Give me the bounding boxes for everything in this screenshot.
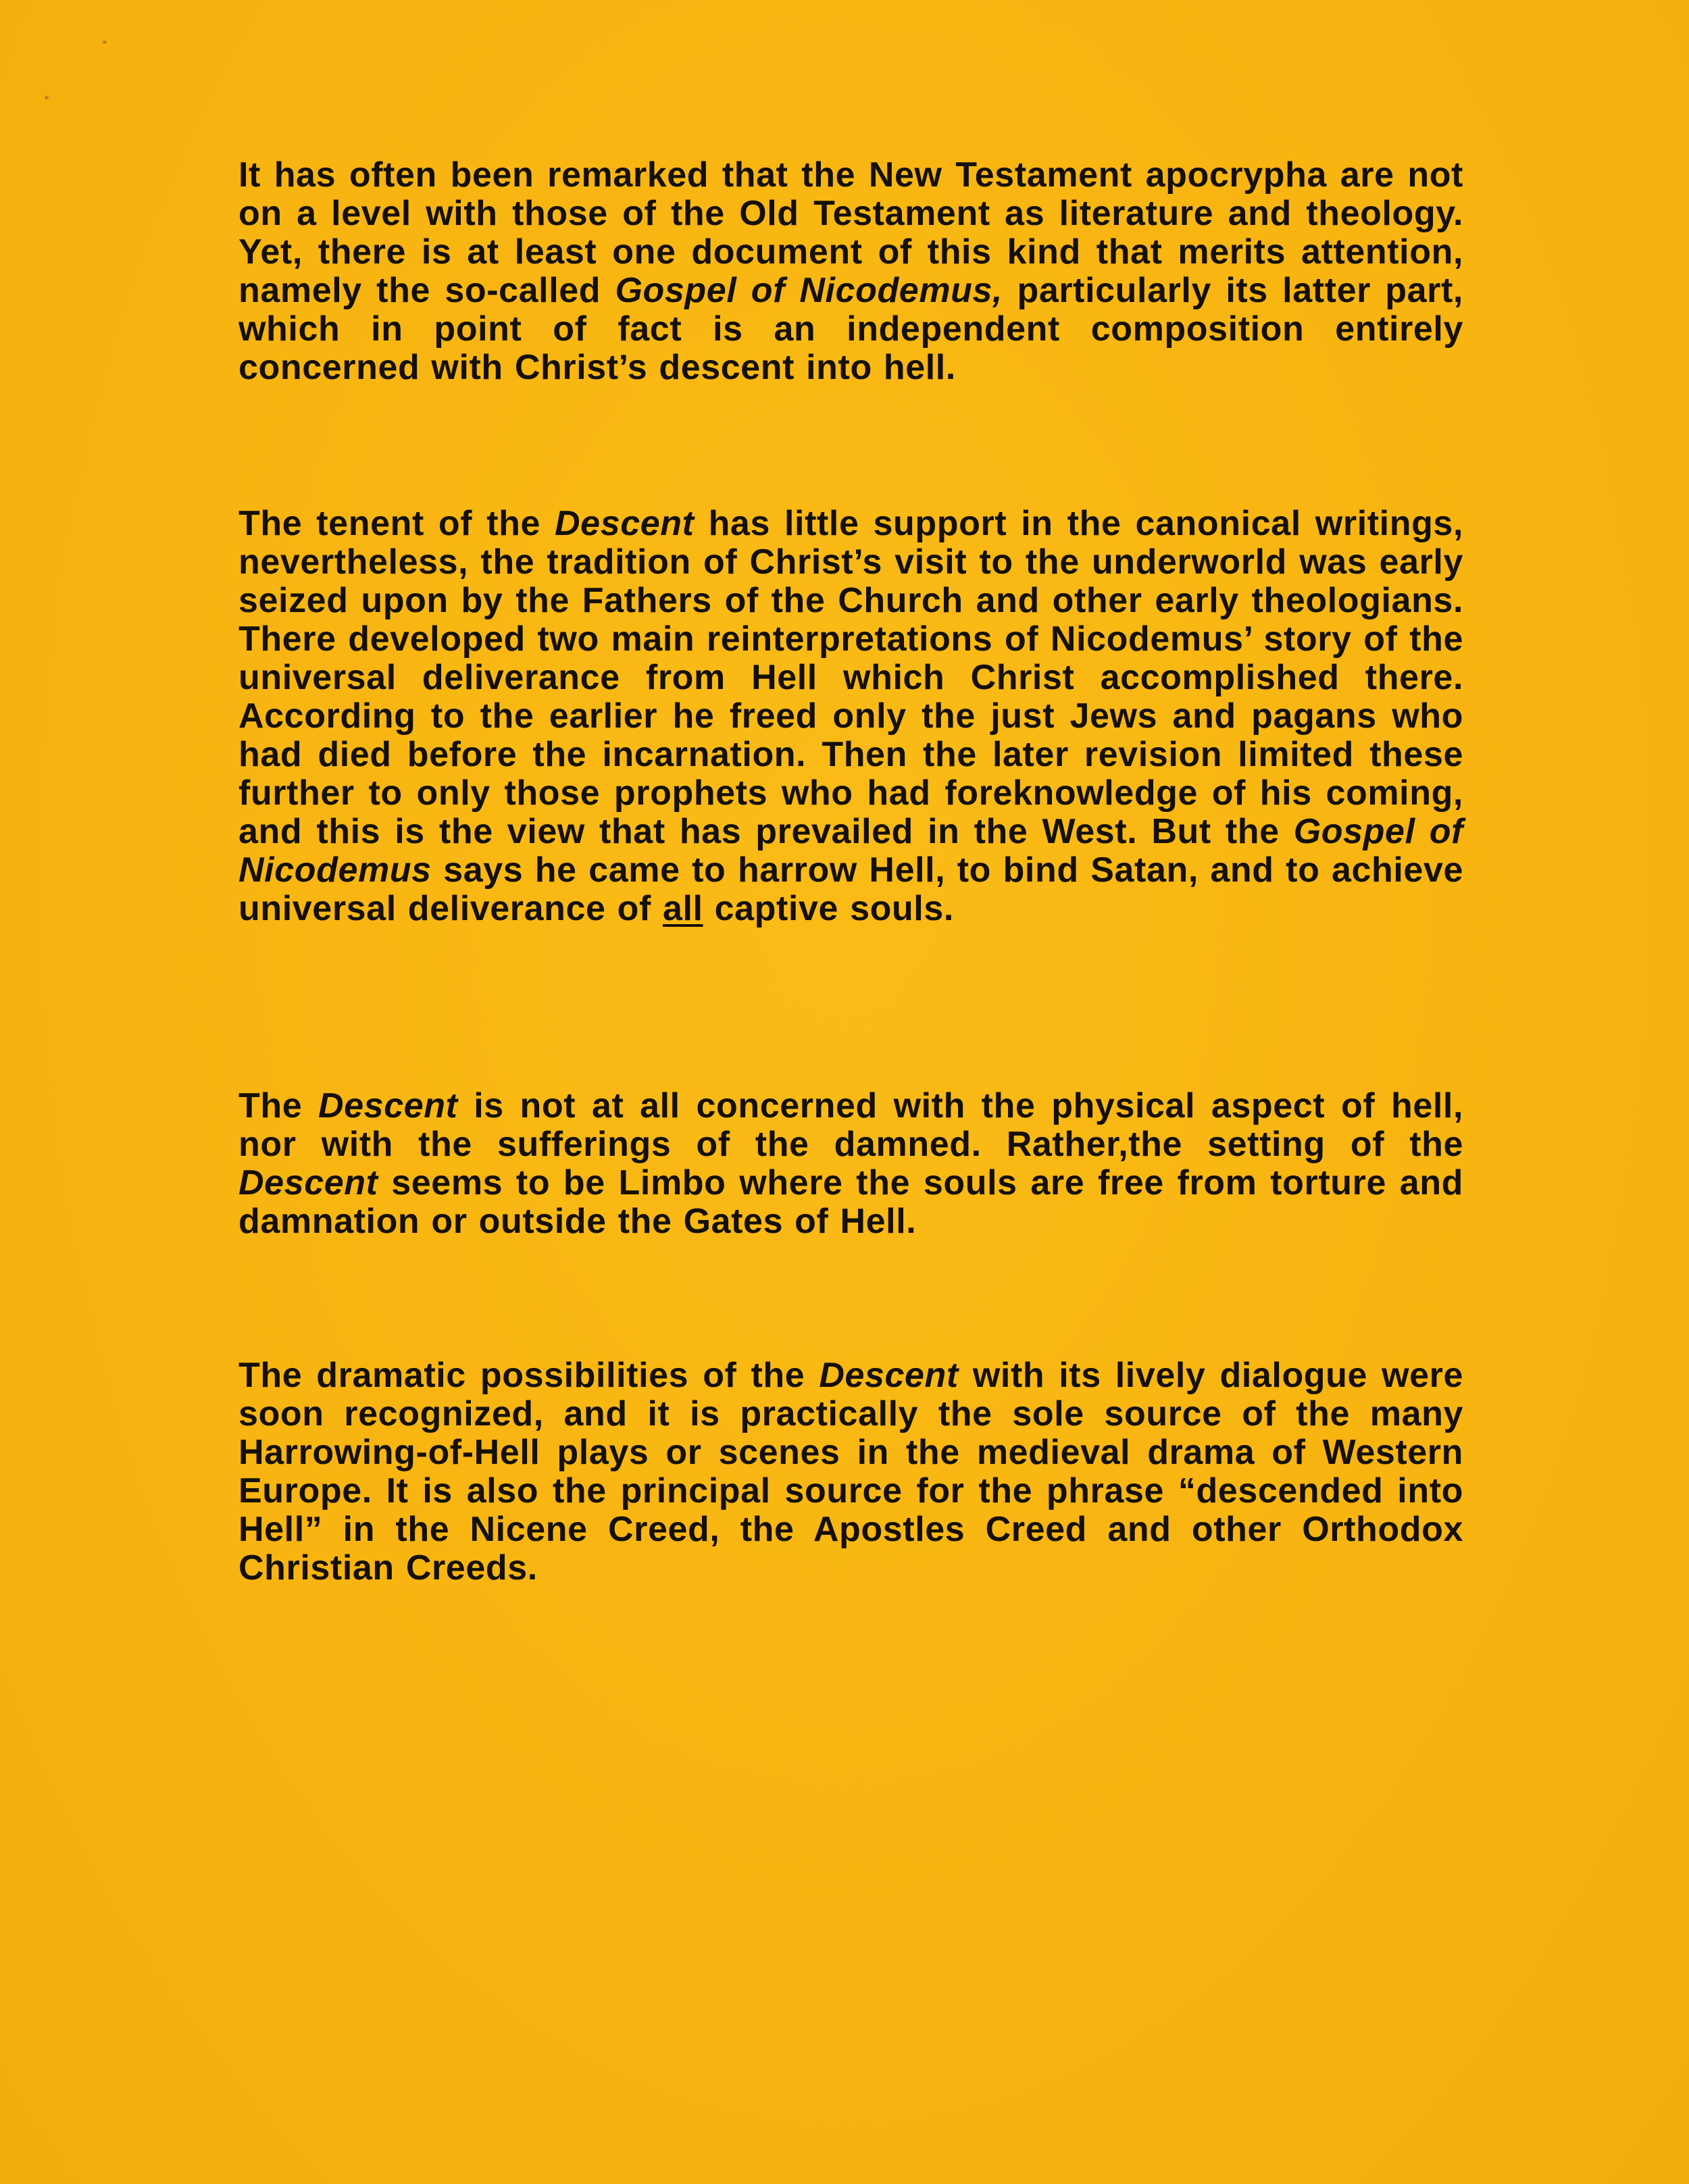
italic-title: Gospel of Nicodemus xyxy=(238,812,1463,890)
underlined-word: all xyxy=(662,889,703,928)
paragraph-text: captive souls. xyxy=(703,889,954,928)
paragraph-text: The dramatic possibilities of the xyxy=(238,1356,820,1395)
paragraph-text: is not at all concerned with the physical aspect of hell, nor with the sufferings of the damned. Rather,the setting of the xyxy=(238,1086,1463,1164)
paragraph-3 xyxy=(238,1087,1463,1241)
paragraph-2 xyxy=(238,505,1463,928)
paragraph-4 xyxy=(238,1356,1463,1588)
paragraph-text: particularly its latter part, which in point of fact is an independent composition entirely concerned with Christ’s descent into hell. xyxy=(238,271,1463,387)
italic-title: Descent xyxy=(318,1086,458,1125)
italic-title: Gospel of Nicodemus, xyxy=(615,271,1003,310)
paragraph-1 xyxy=(238,156,1463,387)
paragraph-text: with its lively dialogue were soon recognized, and it is practically the sole source of the many Harrowing-of-Hell plays or scenes in the medieval drama of Western Europe. It is also the principal source for the phrase “descended into Hell” in the Nicene Creed, the Apostles Creed and other Orthodox Christian Creeds. xyxy=(238,1356,1463,1588)
paper-speck xyxy=(103,41,107,44)
paragraph-text: says he came to harrow Hell, to bind Satan, and to achieve universal deliverance of xyxy=(238,850,1463,928)
paragraph-text: seems to be Limbo where the souls are free from torture and damnation or outside the Gates of Hell. xyxy=(238,1163,1463,1241)
paper-speck xyxy=(45,96,49,99)
italic-title: Descent xyxy=(238,1163,378,1202)
paragraph-text: The tenent of the xyxy=(238,504,555,543)
italic-title: Descent xyxy=(819,1356,959,1395)
paragraph-text: has little support in the canonical writings, nevertheless, the tradition of Christ’s visit to the underworld was early seized upon by the Fathers of the Church and other early theologians. There developed two main reinterpretations of Nicodemus’ story of the universal deliverance from Hell which Christ accomplished there. According to the earlier he freed only the just Jews and pagans who had died before the incarnation. Then the later revision limited these further to only those prophets who had foreknowledge of his coming, and this is the view that has prevailed in the West. But the xyxy=(238,504,1463,851)
italic-title: Descent xyxy=(555,504,695,543)
paragraph-text: The xyxy=(238,1086,318,1125)
paragraph-text: It has often been remarked that the New Testament apocrypha are not on a level with those of the Old Testament as literature and theology. Yet, there is at least one document of this kind that merits attention, namely the so-called xyxy=(238,155,1463,310)
